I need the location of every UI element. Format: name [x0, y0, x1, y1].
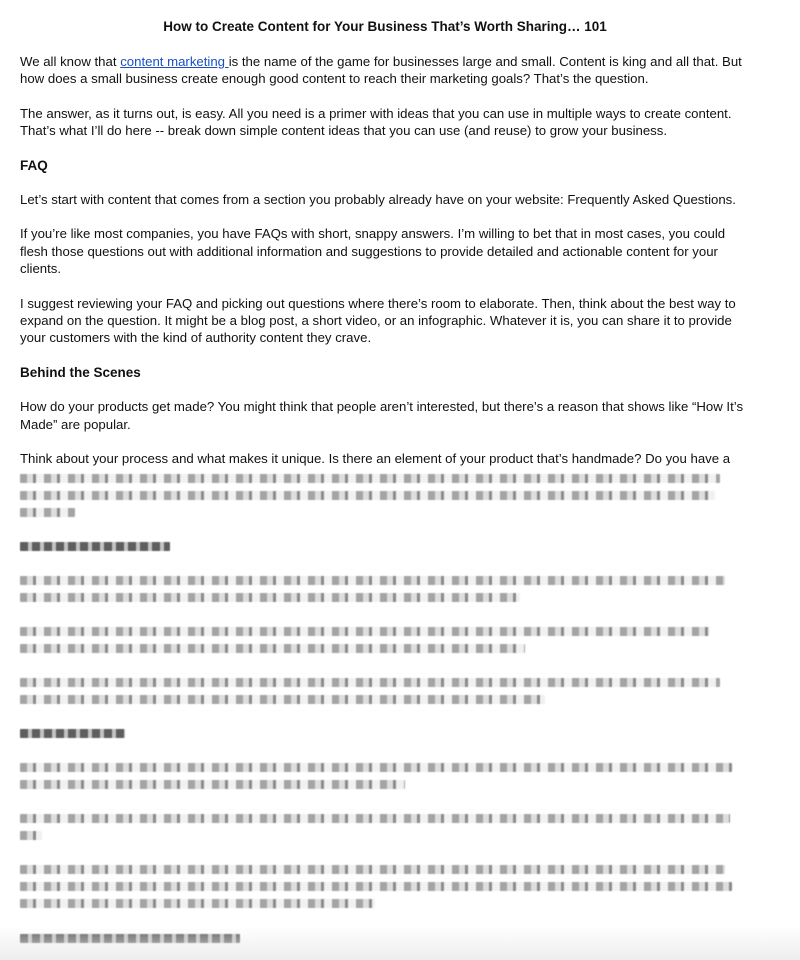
blurred-line	[20, 780, 405, 789]
blurred-content-region	[20, 468, 740, 960]
faq-heading: FAQ	[20, 157, 48, 173]
blurred-line	[20, 899, 375, 908]
document-page	[20, 0, 750, 468]
blurred-heading	[20, 729, 125, 738]
blurred-line	[20, 491, 715, 500]
blurred-line	[20, 763, 732, 772]
blurred-line	[20, 695, 545, 704]
blurred-line	[20, 831, 42, 840]
bottom-fade	[0, 926, 800, 960]
behind-the-scenes-paragraph-1: How do your products get made? You might think that people aren’t interested, but there’s a reason that shows like “How It’s Made” are popular.	[20, 399, 744, 432]
document-title: How to Create Content for Your Business That’s Worth Sharing… 101	[163, 19, 607, 34]
blurred-line	[20, 644, 525, 653]
blurred-heading	[20, 542, 170, 551]
blurred-line	[20, 814, 730, 823]
intro-paragraph-1	[20, 53, 750, 88]
blurred-line	[20, 593, 520, 602]
blurred-line	[20, 508, 75, 517]
behind-the-scenes-paragraph-2: Think about your process and what makes it unique. Is there an element of your product that’s handmade? Do you have a	[20, 451, 731, 467]
blurred-line	[20, 474, 720, 483]
blurred-line	[20, 865, 725, 874]
blurred-line	[20, 627, 710, 636]
blurred-line	[20, 678, 720, 687]
blurred-line	[20, 882, 732, 891]
faq-paragraph-1: Let’s start with content that comes from a section you probably already have on your website: Frequently Asked Questions.	[20, 192, 736, 208]
behind-the-scenes-heading: Behind the Scenes	[20, 364, 141, 380]
intro-text-after-link: is the name of the game for businesses large and small. Content is king and all that. But how does a small business create enough good content to reach their marketing goals? That’s the question.	[20, 54, 742, 87]
faq-paragraph-3: I suggest reviewing your FAQ and picking out questions where there’s room to elaborate. Then, think about the best way to expand on the question. It might be a blog post, a short video, or an infographic. Whatever it is, you can share it to provide your customers with the kind of authority content they crave.	[20, 295, 736, 346]
intro-paragraph-2: The answer, as it turns out, is easy. All you need is a primer with ideas that you can use in multiple ways to create content. That’s what I’ll do here -- break down simple content ideas that you can use (and reuse) to grow your business.	[20, 105, 732, 139]
blurred-line	[20, 576, 725, 585]
faq-paragraph-2: If you’re like most companies, you have FAQs with short, snappy answers. I’m willing to bet that in most cases, you could flesh those questions out with additional information and suggestions to provide detailed and actionable content for your clients.	[20, 226, 726, 277]
content-marketing-link[interactable]: content marketing	[120, 54, 229, 69]
intro-text-before-link: We all know that	[20, 54, 121, 69]
